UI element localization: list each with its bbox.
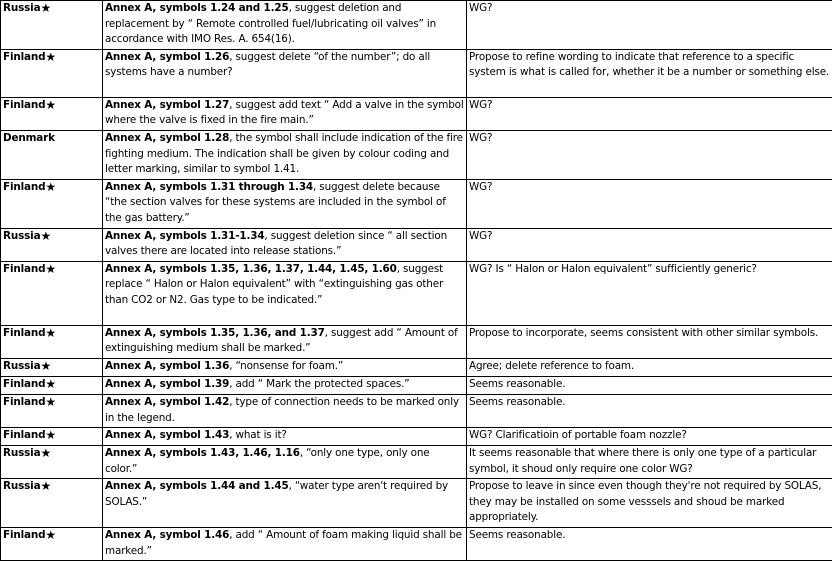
response-cell: Seems reasonable. <box>467 394 832 427</box>
country-cell <box>1 428 103 446</box>
comment-cell <box>103 376 467 394</box>
comment-text: , suggest deletion and replacement by “ Remote controlled fuel/lubricating oil valves” in accordance with IMO Res. A. 654(16). <box>105 2 436 45</box>
country-name: Finland <box>3 263 45 275</box>
table-row <box>1 479 832 528</box>
star-icon: ★ <box>40 479 51 493</box>
country-name: Finland <box>3 99 45 111</box>
annex-reference: Annex A, symbol 1.43 <box>105 429 229 441</box>
comment-cell <box>103 130 467 179</box>
comment-cell <box>103 446 467 479</box>
annex-reference: Annex A, symbols 1.43, 1.46, 1.16 <box>105 447 300 459</box>
country-name: Denmark <box>3 132 55 144</box>
star-icon: ★ <box>40 359 51 373</box>
response-cell: Seems reasonable. <box>467 376 832 394</box>
country-cell <box>1 49 103 97</box>
table-row <box>1 394 832 427</box>
country-name: Russia <box>3 230 40 242</box>
country-cell <box>1 376 103 394</box>
annex-reference: Annex A, symbol 1.46 <box>105 529 229 541</box>
response-cell: WG? Is “ Halon or Halon equivalent” sufficiently generic? <box>467 261 832 325</box>
annex-reference: Annex A, symbol 1.39 <box>105 378 229 390</box>
annex-reference: Annex A, symbols 1.44 and 1.45 <box>105 480 289 492</box>
country-cell <box>1 446 103 479</box>
star-icon: ★ <box>45 180 56 194</box>
comment-text: , what is it? <box>229 429 287 441</box>
country-name: Russia <box>3 447 40 459</box>
response-cell: WG? <box>467 228 832 261</box>
response-cell: Seems reasonable. <box>467 528 832 561</box>
annex-reference: Annex A, symbols 1.35, 1.36, 1.37, 1.44, 1.45, 1.60 <box>105 263 397 275</box>
comment-text: , type of connection needs to be marked only in the legend. <box>105 396 459 424</box>
comment-text: , suggest delete “of the number”; do all systems have a number? <box>105 51 430 79</box>
response-cell: Propose to incorporate, seems consistent with other similar symbols. <box>467 325 832 358</box>
comment-cell <box>103 394 467 427</box>
country-name: Russia <box>3 480 40 492</box>
response-cell: WG? Clarificatioin of portable foam nozzle? <box>467 428 832 446</box>
annex-reference: Annex A, symbols 1.35, 1.36, and 1.37 <box>105 327 325 339</box>
response-cell: Propose to leave in since even though they're not required by SOLAS, they may be installed on some vesssels and shoud be marked appropriately. <box>467 479 832 528</box>
comment-cell <box>103 228 467 261</box>
comment-cell <box>103 179 467 228</box>
star-icon: ★ <box>45 428 56 442</box>
star-icon: ★ <box>40 1 51 15</box>
star-icon: ★ <box>45 50 56 64</box>
comment-text: , “nonsense for foam.” <box>229 360 343 372</box>
response-cell: Agree; delete reference to foam. <box>467 358 832 376</box>
country-cell <box>1 358 103 376</box>
star-icon: ★ <box>40 229 51 243</box>
annex-reference: Annex A, symbol 1.26 <box>105 51 229 63</box>
table-row <box>1 446 832 479</box>
response-cell: Propose to refine wording to indicate that reference to a specific system is what is called for, whether it be a number or something else. <box>467 49 832 97</box>
comment-text: , add “ Amount of foam making liquid shall be marked.” <box>105 529 462 557</box>
comment-text: , suggest delete because “the section valves for these systems are included in the symbol of the gas battery.” <box>105 181 446 224</box>
country-cell <box>1 479 103 528</box>
star-icon: ★ <box>45 262 56 276</box>
comment-text: , suggest add text “ Add a valve in the symbol where the valve is fixed in the fire main.” <box>105 99 464 127</box>
table-row <box>1 428 832 446</box>
star-icon: ★ <box>45 528 56 542</box>
table-row <box>1 228 832 261</box>
country-cell <box>1 261 103 325</box>
response-cell: WG? <box>467 97 832 130</box>
comment-cell <box>103 261 467 325</box>
star-icon: ★ <box>45 377 56 391</box>
country-cell <box>1 228 103 261</box>
comment-cell <box>103 49 467 97</box>
response-cell: WG? <box>467 130 832 179</box>
country-cell <box>1 1 103 50</box>
table-row <box>1 261 832 325</box>
comment-text: , suggest replace “ Halon or Halon equivalent” with “extinguishing gas other than CO2 or N2. Gas type to be indicated.” <box>105 263 443 306</box>
annex-reference: Annex A, symbols 1.24 and 1.25 <box>105 2 289 14</box>
comment-cell <box>103 358 467 376</box>
annex-reference: Annex A, symbol 1.42 <box>105 396 229 408</box>
comment-text: , suggest add “ Amount of extinguishing medium shall be marked.” <box>105 327 458 355</box>
annex-reference: Annex A, symbol 1.28 <box>105 132 229 144</box>
table-row <box>1 130 832 179</box>
country-cell <box>1 97 103 130</box>
table-row <box>1 1 832 50</box>
comment-text: , suggest deletion since “ all section valves there are located into release stations.” <box>105 230 447 258</box>
comment-cell <box>103 428 467 446</box>
annex-reference: Annex A, symbols 1.31 through 1.34 <box>105 181 313 193</box>
annex-reference: Annex A, symbols 1.31-1.34 <box>105 230 264 242</box>
response-cell: WG? <box>467 179 832 228</box>
country-name: Finland <box>3 378 45 390</box>
country-cell <box>1 394 103 427</box>
country-name: Finland <box>3 327 45 339</box>
country-name: Finland <box>3 51 45 63</box>
star-icon: ★ <box>45 98 56 112</box>
country-name: Russia <box>3 360 40 372</box>
table-row <box>1 97 832 130</box>
response-cell: It seems reasonable that where there is only one type of a particular symbol, it shoud only require one color WG? <box>467 446 832 479</box>
table-row <box>1 179 832 228</box>
comment-text: , “only one type, only one color.” <box>105 447 430 475</box>
table-row <box>1 325 832 358</box>
comment-text: , the symbol shall include indication of the fire fighting medium. The indication shall be given by colour coding and letter marking, similar to symbol 1.41. <box>105 132 463 175</box>
country-cell <box>1 130 103 179</box>
table-row <box>1 49 832 97</box>
table-row <box>1 376 832 394</box>
country-name: Finland <box>3 396 45 408</box>
table-row <box>1 358 832 376</box>
comment-text: , “water type aren't required by SOLAS.” <box>105 480 448 508</box>
comment-cell <box>103 325 467 358</box>
country-name: Finland <box>3 429 45 441</box>
comment-cell <box>103 479 467 528</box>
country-cell <box>1 325 103 358</box>
country-cell <box>1 179 103 228</box>
star-icon: ★ <box>45 326 56 340</box>
country-name: Finland <box>3 529 45 541</box>
comment-cell <box>103 1 467 50</box>
star-icon: ★ <box>40 446 51 460</box>
star-icon: ★ <box>45 395 56 409</box>
comments-table-body <box>1 1 832 561</box>
comment-cell <box>103 97 467 130</box>
country-name: Finland <box>3 181 45 193</box>
comment-text: , add “ Mark the protected spaces.” <box>229 378 409 390</box>
response-cell: WG? <box>467 1 832 50</box>
country-name: Russia <box>3 2 40 14</box>
annex-reference: Annex A, symbol 1.36 <box>105 360 229 372</box>
annex-reference: Annex A, symbol 1.27 <box>105 99 229 111</box>
